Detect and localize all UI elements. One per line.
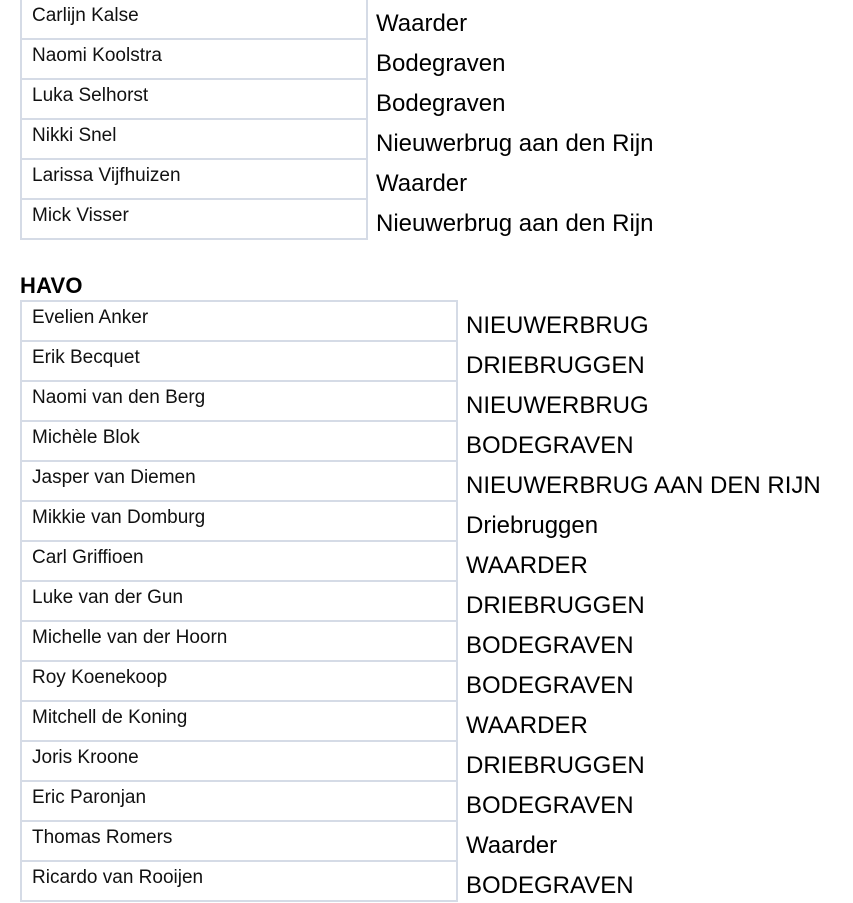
- table-row: [20, 782, 821, 822]
- student-place: Waarder: [466, 832, 558, 859]
- student-place: WAARDER: [466, 712, 588, 739]
- havo-student-section: [20, 272, 821, 902]
- table-row: [20, 662, 821, 702]
- student-place: DRIEBRUGGEN: [466, 752, 645, 779]
- student-place: BODEGRAVEN: [466, 632, 634, 659]
- student-name-cell: Naomi Koolstra: [20, 40, 368, 80]
- student-name-cell: Thomas Romers: [20, 822, 458, 862]
- table-row: [20, 542, 821, 582]
- student-name-cell: Joris Kroone: [20, 742, 458, 782]
- student-name-cell: Michèle Blok: [20, 422, 458, 462]
- table-row: [20, 622, 821, 662]
- table-row: [20, 80, 654, 120]
- student-place: BODEGRAVEN: [466, 872, 634, 899]
- student-name-cell: Ricardo van Rooijen: [20, 862, 458, 902]
- student-place: Waarder: [376, 170, 468, 197]
- table-row: [20, 160, 654, 200]
- table-row: [20, 0, 654, 40]
- student-name-cell: Larissa Vijfhuizen: [20, 160, 368, 200]
- table-row: [20, 742, 821, 782]
- student-name-cell: Carl Griffioen: [20, 542, 458, 582]
- table-row: [20, 120, 654, 160]
- student-name-cell: Evelien Anker: [20, 300, 458, 342]
- student-name-cell: Mikkie van Domburg: [20, 502, 458, 542]
- table-row: [20, 582, 821, 622]
- student-table: [20, 0, 654, 240]
- student-place: WAARDER: [466, 552, 588, 579]
- table-row: [20, 422, 821, 462]
- student-place: Driebruggen: [466, 512, 599, 539]
- section-heading-havo: HAVO: [20, 273, 83, 298]
- student-name-cell: Carlijn Kalse: [20, 0, 368, 40]
- table-row: [20, 862, 821, 902]
- table-row: [20, 200, 654, 240]
- table-row: [20, 342, 821, 382]
- table-row: [20, 382, 821, 422]
- student-name-cell: Luke van der Gun: [20, 582, 458, 622]
- student-place: Nieuwerbrug aan den Rijn: [376, 130, 654, 157]
- student-place: NIEUWERBRUG: [466, 392, 649, 419]
- student-name-cell: Mick Visser: [20, 200, 368, 240]
- student-name-cell: Naomi van den Berg: [20, 382, 458, 422]
- student-name-cell: Luka Selhorst: [20, 80, 368, 120]
- student-place: DRIEBRUGGEN: [466, 592, 645, 619]
- student-name-cell: Mitchell de Koning: [20, 702, 458, 742]
- student-name-cell: Roy Koenekoop: [20, 662, 458, 702]
- student-name-cell: Michelle van der Hoorn: [20, 622, 458, 662]
- student-name-cell: Eric Paronjan: [20, 782, 458, 822]
- student-place: BODEGRAVEN: [466, 792, 634, 819]
- table-row: [20, 40, 654, 80]
- student-place: BODEGRAVEN: [466, 672, 634, 699]
- table-row: [20, 702, 821, 742]
- student-place: Waarder: [376, 10, 468, 37]
- student-name-cell: Nikki Snel: [20, 120, 368, 160]
- student-place: NIEUWERBRUG AAN DEN RIJN: [466, 472, 821, 499]
- table-row: [20, 462, 821, 502]
- table-row: [20, 300, 821, 342]
- student-table: [20, 300, 821, 902]
- table-row: [20, 502, 821, 542]
- top-student-section: [20, 0, 654, 240]
- student-place: Bodegraven: [376, 50, 506, 77]
- student-place: Bodegraven: [376, 90, 506, 117]
- student-place: DRIEBRUGGEN: [466, 352, 645, 379]
- student-place: NIEUWERBRUG: [466, 312, 649, 339]
- student-name-cell: Erik Becquet: [20, 342, 458, 382]
- student-name-cell: Jasper van Diemen: [20, 462, 458, 502]
- student-place: Nieuwerbrug aan den Rijn: [376, 210, 654, 237]
- table-row: [20, 822, 821, 862]
- student-place: BODEGRAVEN: [466, 432, 634, 459]
